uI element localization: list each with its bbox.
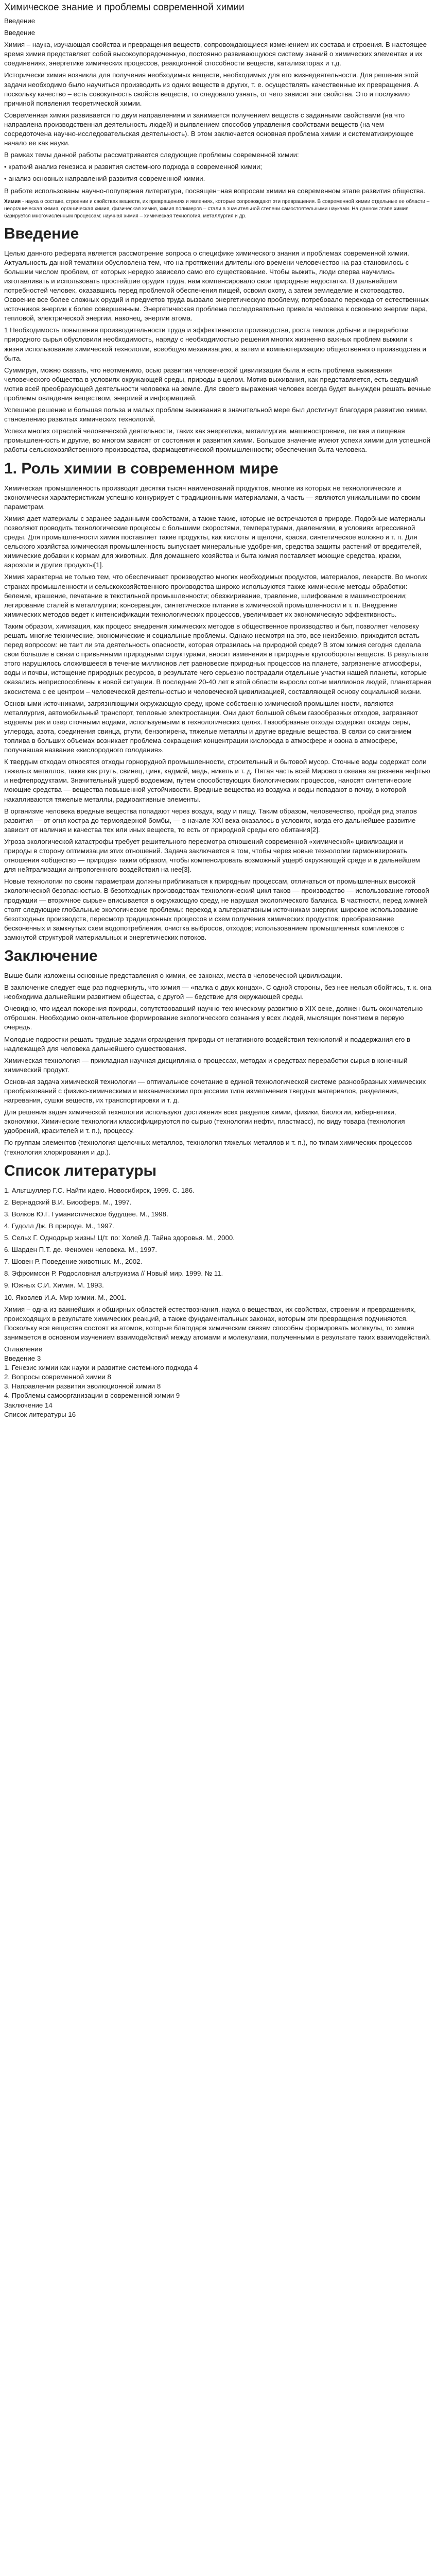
- toc-item: 4. Проблемы самоорганизации в современной химии 9: [4, 1392, 180, 1400]
- section-paragraph: Для решения задач химической технологии используют достижения всех разделов химии, физики, биологии, кибернетики, экономики. Химические технологии классифицируются по сырью (технологии нефти, пластмасс), по виду товара (технология удобрений, красителей и т. п.), процессу.: [4, 1108, 405, 1135]
- intro-block: [4, 16, 432, 196]
- section-paragraph: Выше были изложены основные представления о химии, ее законах, места в человеческой цивилизации.: [4, 971, 343, 979]
- section-references: [4, 1161, 432, 1302]
- section-paragraph: Молодые подростки решать трудные задачи ограждения природы от негативного воздействия технологий и поддержания его в надлежащей для человека дальнейшего существования.: [4, 1035, 411, 1053]
- reference-item: 2. Вернадский В.И. Биосфера. М., 1997.: [4, 1198, 132, 1206]
- reference-item: 9. Южных С.И. Химия. М. 1993.: [4, 1281, 104, 1290]
- toc-item: Введение 3: [4, 1354, 41, 1363]
- intro-paragraph: В работе использованы научно-популярная литература, посвящен¬ная вопросам химии на современном этапе развития общества.: [4, 187, 426, 195]
- toc-item: Заключение 14: [4, 1401, 53, 1409]
- intro-paragraph: В рамках темы данной работы рассматривается следующие проблемы современной химии:: [4, 151, 299, 159]
- section-heading: Заключение: [4, 947, 98, 964]
- section-paragraph: Химия характерна не только тем, что обеспечивает производство многих необходимых продуктов, материалов, лекарств. Во многих странах промышленности и сельскохозяйственного производства широко используются также химические методы обработки: беление, крашение, печатание в текстильной промышленности; обезжиривание, травление, шлифование в машиностроении; легирование сталей в металлургии; консервация, синтетическое питание в химической промышленности и т. п. Внедрение химических методов ведет к интенсификации технологических процессов, увеличивает их экономическую эффективность.: [4, 573, 428, 618]
- section-paragraph: Угроза экологической катастрофы требует решительного пересмотра отношений современной «химической» цивилизации и природы в сторону оптимизации этих отношений. Задача заключается в том, чтобы через новые технологии гармонизировать отношения «общество — природа» таким образом, чтобы компенсировать возможный ущерб окружающей среде и в дальнейшем для нейтрализации антропогенного воздействия на нее[3].: [4, 837, 420, 874]
- keyword-definition: [4, 198, 432, 220]
- reference-item: 5. Сельх Г. Однодрыр жизнь! Ц/т. по: Холей Д. Тайна здоровья. М., 2000.: [4, 1234, 235, 1242]
- section-heading: Список литературы: [4, 1162, 157, 1179]
- section-paragraph: В заключение следует еще раз подчеркнуть, что химия — «палка о двух концах». С одной стороны, без нее нельзя обойтись, т. к. она необходима дальнейшим развитием общества, с другой — бедствие для окружающей среды.: [4, 984, 431, 1001]
- section-paragraph: По группам элементов (технология щелочных металлов, технология тяжелых металлов и т. п.), по типам химических процессов (технология хлорирования и др.).: [4, 1139, 412, 1156]
- reference-item: 6. Шарден П.Т. де. Феномен человека. М., 1997.: [4, 1246, 158, 1254]
- intro-paragraph: Современная химия развивается по двум направлениям и занимается получением веществ с заданными свойствами (на что направлена производственная деятельность людей) и выявлением способов управления свойствами веществ (на чем сосредоточена научно-исследовательская деятельность). В этом заключается основная проблема химии и систематизирующее начало ее как науки.: [4, 111, 414, 147]
- section-intro: [4, 224, 432, 455]
- section-paragraph: Очевидно, что идеал покорения природы, сопутствовавший научно-техническому развитию в XIX веке, должен быть окончательно отброшен. Необходимо окончательное формирование экологического сознания у всех людей, мыслящих понятием в первую очередь.: [4, 1005, 423, 1031]
- section-heading: 1. Роль химии в современном мире: [4, 460, 278, 477]
- reference-item: 3. Волков Ю.Г. Гуманистическое будущее. М., 1998.: [4, 1210, 168, 1218]
- intro-paragraph: Исторически химия возникла для получения необходимых веществ, необходимых для его жизнедеятельности. Для решения этой задачи необходимо было научиться производить из одних веществ в других, т. е. осуществлять качественные их превращения. А поскольку качество – есть совокупность свойств веществ, то следовало узнать, от чего зависят эти свойства. Это и послужило причиной появления теоретической химии.: [4, 71, 419, 107]
- section-paragraph: Новые технологии по своим параметрам должны приближаться к природным процессам, отличаться от промышленных высокой экологической безопасностью. В безотходных производствах технологический цикл таков — производство — использование готовой продукции — вторичное сырье» вписывается в окружающую среду, не нарушая экологического баланса. В частности, перед химией стоят следующие глобальные экологические проблемы: переход к альтернативным источникам энергии; широкое использование безотходных производств, пересмотр традиционных процессов и схем получения химических продуктов; преобразование бесконечных и замкнутых схем водопотребления, очистка выбросов, отходов; использованием промышленных комплексов с замкнутой структурой материальных и энергетических потоков.: [4, 877, 429, 941]
- toc-item: 2. Вопросы современной химии 8: [4, 1373, 111, 1381]
- document-page: [0, 2, 436, 1419]
- section-paragraph: К твердым отходам относятся отходы горнорудной промышленности, строительный и бытовой мусор. Сточные воды содержат соли тяжелых металлов, такие как ртуть, свинец, цинк, кадмий, медь, никель и т. д. Пятая часть всей Мирового океана загрязнена нефтью и нефтепродуктами. Значительный ущерб водоемам, путем способствующих биологических процессов, наносят синтетические моющие средства — вещества повышенной устойчивости. Вредные вещества из воздуха и воды попадают в почву, в которой накапливаются тяжелые металлы, радиоактивные элементы.: [4, 758, 430, 803]
- section-paragraph: Химическая промышленность производит десятки тысяч наименований продуктов, многие из которых не технологические и экономически характеристикам успешно конкурирует с традиционными материалами, а часть — являются уникальными по своим параметрам.: [4, 484, 421, 511]
- reference-item: 1. Альтшуллер Г.С. Найти идею. Новосибирск, 1999. С. 186.: [4, 1186, 195, 1194]
- section-paragraph: Основными источниками, загрязняющими окружающую среду, кроме собственно химической промышленности, являются металлургия, автомобильный транспорт, тепловые электростанции. Они дают большой объем газообразных отходов, загрязняют водоемы рек и озер сточными водами, используемыми в технологических целях. Газообразные отходы содержат оксиды серы, углерода, азота, соединения свинца, ртути, бензопирена, тяжелые металлы и другие вредные вещества. В связи со сжиганием топлива в больших объемах возникает проблема сокращения концентрации кислорода в атмосфере и озона в атмосфере, получившая название «кислородного голодания».: [4, 699, 418, 754]
- reference-item: 7. Шовен Р. Поведение животных. М., 2002.: [4, 1258, 143, 1266]
- section-conclusion: [4, 946, 432, 1157]
- closing-paragraph: Химия – одна из важнейших и обширных областей естествознания, наука о веществах, их свойствах, строении и превращениях, происходящих в результате химических реакций, а также фундаментальных законах, которым эти превращения подчиняются. Поскольку все вещества состоят из атомов, которые благодаря химическим связям способны формировать молекулы, то химия занимается в основном изучением взаимодействий между атомами и молекулами, полученными в результате таких взаимодействий.: [4, 1305, 431, 1341]
- section-paragraph: Химическая технология — прикладная научная дисциплина о процессах, методах и средствах переработки сырья в конечный химический продукт.: [4, 1056, 408, 1074]
- document-title: Химическое знание и проблемы современной химии: [4, 2, 245, 13]
- section-role: [4, 459, 432, 942]
- toc-title: Оглавление: [4, 1345, 43, 1353]
- section-paragraph: Успешное решение и большая польза и малых проблем выживания в значительной мере был достигнут благодаря развитию химии, становлению развитых химических технологий.: [4, 406, 428, 423]
- section-paragraph: Успехи многих отраслей человеческой деятельности, таких как энергетика, металлургия, машиностроение, легкая и пищевая промышленность и другие, во многом зависят от состояния и развития химии. Большое значение имеют успехи химии для успешной работы сельскохозяйственного производства, фармацевтической промышленности; обеспечения быта человека.: [4, 427, 431, 454]
- section-heading: Введение: [4, 225, 79, 242]
- section-paragraph: Химия дает материалы с заранее заданными свойствами, а также такие, которые не встречаются в природе. Подобные материалы позволяют проводить технологические процессы с большими скоростями, температурами, давлениями, в условиях агрессивной среды. Для промышленности химия поставляет такие продукты, как кислоты и щелочи, краски, синтетическое волокно и т. п. Для сельского хозяйства химическая промышленность выпускает минеральные удобрения, средства защиты растений от вредителей, химические добавки к кормам для животных. Для домашнего хозяйства и быта химия поставляет моющие средства, краски, аэрозоли и другие продукты[1].: [4, 514, 425, 569]
- toc-item: Список литературы 16: [4, 1410, 76, 1418]
- intro-paragraph: Химия – наука, изучающая свойства и превращения веществ, сопровождающиеся изменением их состава и строения. В настоящее время химия представляет собой высокоупорядоченную, постоянно развивающуюся систему знаний о химических элементах и их соединениях, энергетике химических процессов, реакционной способности веществ, катализаторах и т.д.: [4, 41, 427, 67]
- table-of-contents: [4, 1345, 432, 1419]
- toc-item: 3. Направления развития эволюционной химии 8: [4, 1382, 161, 1391]
- section-paragraph: Основная задача химической технологии — оптимальное сочетание в единой технологической системе разнообразных химических преобразований с физико-химическими и механическими процессами типа измельчения твердых материалов, разделения, нагревания, сушки веществ, их транспортировки и т. д.: [4, 1077, 426, 1105]
- intro-paragraph: Введение: [4, 17, 36, 25]
- intro-paragraph: Введение: [4, 29, 36, 37]
- section-paragraph: Целью данного реферата является рассмотрение вопроса о специфике химического знания и проблемах современной химии. Актуальность данной тематики обусловлена тем, что на протяжении длительного времени человечество на раз становилось с большим числом проблем, от которых нередко зависело само его существование. Чтобы выжить, люди сперва научились изготавливать и использовать простейшие орудия труда, нам компенсировало свои природные недостатки. В дальнейшем потребностей человек, оказавшись перед проблемой обеспечения пищей, освоил охоту, а затем земледелие и скотоводство. Освоение все более сложных орудий и предметов труда вызвало энергетическую проблему, потребовало перехода от естественных источников энергии к более совершенным. Энергетическая проблема последовательно привела человека к освоению энергии пара, тепловой, электрической энергии, наконец, энергии атома.: [4, 249, 429, 323]
- reference-item: 10. Яковлев И.А. Мир химии. М., 2001.: [4, 1293, 127, 1301]
- section-paragraph: Таким образом, химизация, как процесс внедрения химических методов в общественное производство и быт, позволяет человеку решать многие технические, экономические и социальные проблемы. Однако несмотря на это, все неизбежно, приходится встать перед вопросом: не таит ли эта деятельность опасности, которая отразилась на природной среде? В этом химия сегодня сделала свои большие в связи с привычными природными структурами, вносит изменения в природные кругообороты веществ. В результате этого нарушилось сложившееся в течение миллионов лет равновесие природных процессов на планете, загрязнение атмосферы, воды и почвы, истощение природных ресурсов, в результате чего серьезно пострадали отдельные участки нашей планеты, которые оказались неприспособлены к новой ситуации. В последние 20-40 лет в этой области выросли сотни миллионов людей, планетарная экосистема с ее центром – человеческой деятельностью и человеческой цивилизацией, составляющей основу социальной жизни.: [4, 622, 431, 696]
- reference-item: 4. Гудолл Дж. В природе. М., 1997.: [4, 1222, 114, 1230]
- section-paragraph: Суммируя, можно сказать, что неотменимо, осью развития человеческой цивилизации была и есть проблема выживания человеческого общества в условиях окружающей среды, природы в целом. Мотив выживания, как представляется, есть ведущий мотив всей преобразующей деятельности человека на земле. Для своего выражения человек всегда будет вынужден решать вечные проблемы овладения веществом, энергией и информацией.: [4, 366, 431, 402]
- intro-bullet: • краткий анализ генезиса и развития системного подхода в современной химии;: [4, 163, 263, 171]
- section-paragraph: 1 Необходимость повышения производительности труда и эффективности производства, роста темпов добычи и переработки природного сырья обусловили необходимость, наряду с необходимостью решения многих жизненно важных проблем выжили к жизни использование химической технологии, всеобщую механизацию, а затем и компьютеризацию общественного производства и быта.: [4, 326, 426, 362]
- section-paragraph: В организме человека вредные вещества попадают через воздух, воду и пищу. Таким образом, человечество, пройдя ряд этапов развития — от огня костра до термоядерной бомбы, — в начале XXI века оказалось в условиях, когда его дальнейшее развитие зависит от наличия и качества тех или иных веществ, то есть от природной среды его обитания[2].: [4, 807, 417, 834]
- keyword-text: - наука о составе, строении и свойствах веществ, их превращениях и явлениях, которые сопровождают эти превращения. В современной химии отдельные ее области – неорганическая химия, органическая химия, физическая химия, химия полимеров – стали в значительной степени самостоятельными науками. На данном этапе химия базируется многочисленным процессам: научная химия – химическая технология, металлургия и др.: [4, 198, 430, 219]
- reference-item: 8. Эфроимсон Р. Родословная альтруизма // Новый мир. 1999. № 11.: [4, 1269, 223, 1278]
- toc-item: 1. Генезис химии как науки и развитие системного подхода 4: [4, 1364, 198, 1372]
- intro-bullet: • анализ основных направлений развития современной химии.: [4, 175, 205, 183]
- keyword-label: Химия: [4, 198, 21, 205]
